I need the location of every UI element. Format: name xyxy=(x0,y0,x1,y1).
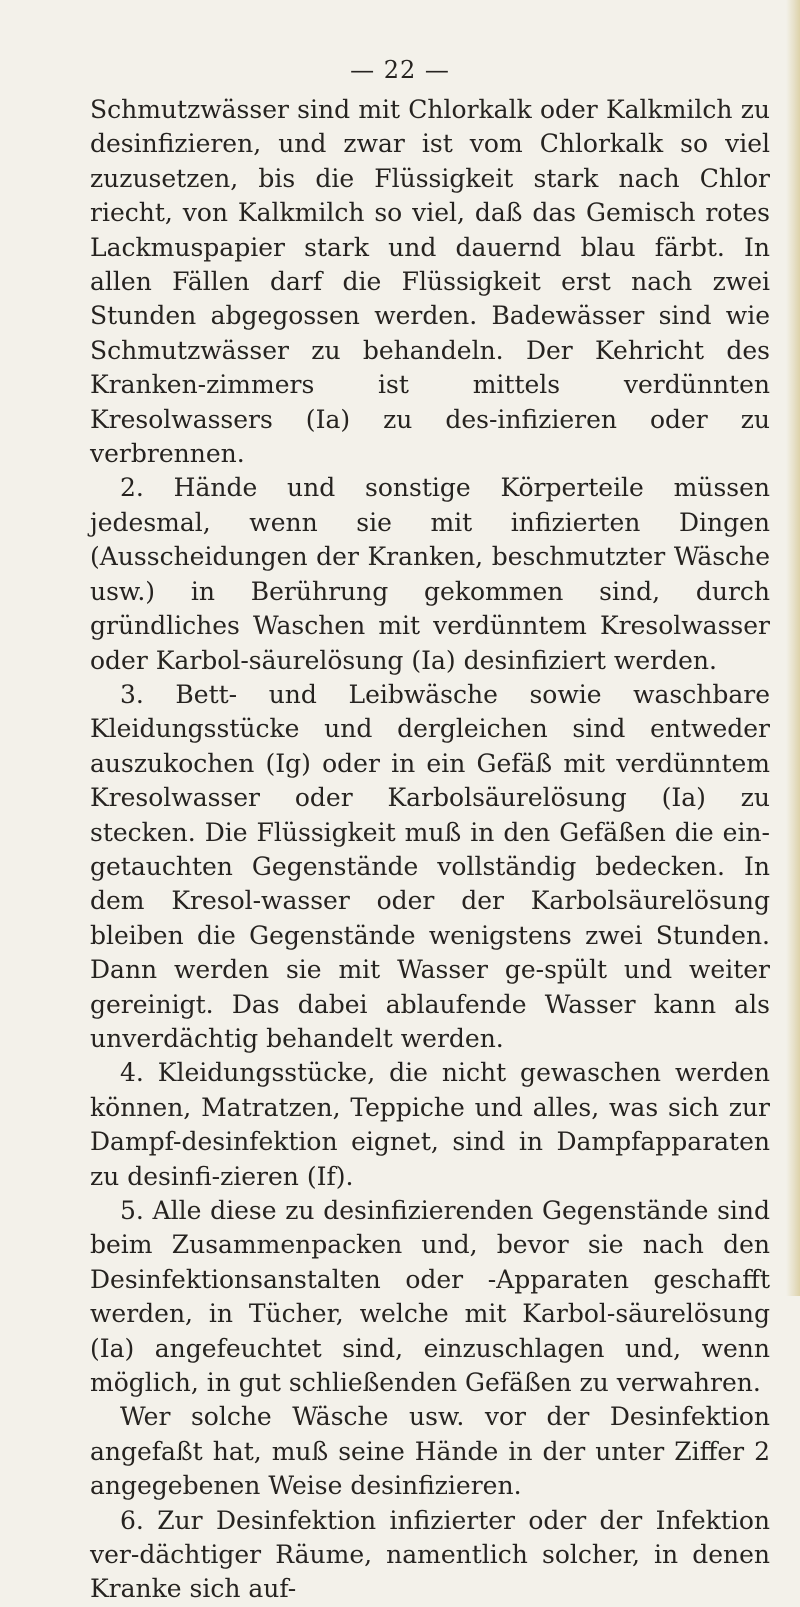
body-text xyxy=(90,93,770,1607)
paragraph-item-3: 3. Bett- und Leibwäsche sowie waschbare Kleidungsstücke und dergleichen sind entweder auszukochen (Ig) oder in ein Gefäß mit verdünntem Kresolwasser oder Karbolsäurelösung (Ia) zu stecken. Die Flüssigkeit muß in den Gefäßen die ein-getauchten Gegenstände vollständig bedecken. In dem Kresol-wasser oder der Karbolsäurelösung bleiben die Gegenstände wenigstens zwei Stunden. Dann werden sie mit Wasser ge-spült und weiter gereinigt. Das dabei ablaufende Wasser kann als unverdächtig behandelt werden. xyxy=(90,679,770,1053)
paragraph-schmutzwaesser: Schmutzwässer sind mit Chlorkalk oder Kalkmilch zu desinfizieren, und zwar ist vom Chlorkalk so viel zuzusetzen, bis die Flüssigkeit stark nach Chlor riecht, von Kalkmilch so viel, daß das Gemisch rotes Lackmuspapier stark und dauernd blau färbt. In allen Fällen darf die Flüssigkeit erst nach zwei Stunden abgegossen werden. Badewässer sind wie Schmutzwässer zu behandeln. Der Kehricht des Kranken-zimmers ist mittels verdünnten Kresolwassers (Ia) zu des-infizieren oder zu verbrennen. xyxy=(90,95,770,469)
paragraph-item-6: 6. Zur Desinfektion infizierter oder der Infektion ver-dächtiger Räume, namentlich solcher, in denen Kranke sich auf- xyxy=(90,1505,770,1604)
scan-edge-shadow xyxy=(786,0,800,1296)
paragraph-item-5: 5. Alle diese zu desinfizierenden Gegenstände sind beim Zusammenpacken und, bevor sie nach den Desinfektionsanstalten oder -Apparaten geschafft werden, in Tücher, welche mit Karbol-säurelösung (Ia) angefeuchtet sind, einzuschlagen und, wenn möglich, in gut schließenden Gefäßen zu verwahren. xyxy=(90,1196,770,1398)
page-number: — 22 — xyxy=(350,56,450,84)
paragraph-item-4: 4. Kleidungsstücke, die nicht gewaschen werden können, Matratzen, Teppiche und alles, was sich zur Dampf-desinfektion eignet, sind in Dampfapparaten zu desinfi-zieren (If). xyxy=(90,1058,770,1191)
paragraph-item-2: 2. Hände und sonstige Körperteile müssen jedesmal, wenn sie mit infizierten Dingen (Ausscheidungen der Kranken, beschmutzter Wäsche usw.) in Berührung gekommen sind, durch gründliches Waschen mit verdünntem Kresolwasser oder Karbol-säurelösung (Ia) desinfiziert werden. xyxy=(90,473,770,675)
paragraph-hand-desinfection-note: Wer solche Wäsche usw. vor der Desinfektion angefaßt hat, muß seine Hände in der unter Ziffer 2 angegebenen Weise desinfizieren. xyxy=(90,1402,770,1501)
